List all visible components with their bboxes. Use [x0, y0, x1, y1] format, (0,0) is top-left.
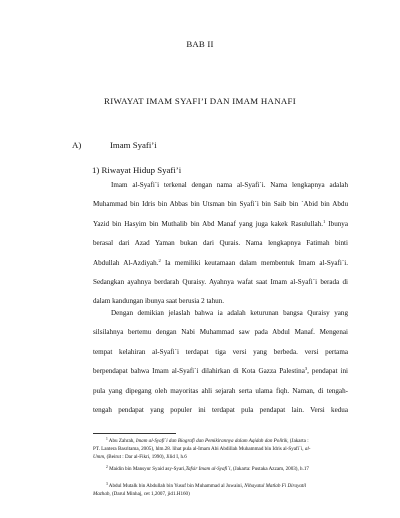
- paragraph-line: dalam kandungan ibunya saat berusia 2 tahun.: [93, 297, 224, 306]
- paragraph-1: [93, 176, 348, 312]
- footnote-title: Mazhab: [93, 491, 110, 497]
- line-text: Yazid bin Hasyim bin Muthalib bin Abd Manaf yang juga kakek Rasulullah.: [93, 219, 323, 228]
- paragraph-line: berasal dari Azad Yaman bukan dari Qurais. Nama lengkapnya Fatimah binti: [93, 239, 348, 248]
- line-text: , pendapat ini: [307, 367, 348, 376]
- chapter-heading: BAB II: [186, 39, 214, 49]
- footnote-text: Abu Zahrah,: [107, 438, 136, 444]
- footnote-text: Maidin bin Mansyur Syaid asy-Syari,: [107, 466, 186, 472]
- footnote-line: [93, 437, 348, 445]
- paragraph-line: [93, 215, 348, 234]
- footnote-title: al-: [304, 446, 311, 452]
- footnote-number: 1: [106, 437, 108, 441]
- footnote-title: Imam al-Syafi`i dan Biografi dan Pemikirannya dalam Aqidah dan Politik: [135, 438, 288, 444]
- footnote-text: PT. Lantera Basritama, 2005), hlm.28. lihat pula al-Imam Abi Abdillah Muhammad bin Idris al-Syafi`i,: [93, 446, 305, 452]
- paragraph-line: Muhammad bin Idris bin Abbas bin Utsman bin Syafi`i bin Saib bin `Abid bin Abdu: [93, 200, 348, 209]
- footnote-line: [93, 453, 348, 461]
- footnote-ref[interactable]: 2: [158, 257, 161, 263]
- paragraph-line: Dengan demikian jelaslah bahwa ia adalah keturunan bangsa Quraisy yang: [111, 309, 348, 317]
- footnote-title: Nihayatul Matlab Fi Dirayatil: [244, 483, 307, 489]
- footnote-text: Abdul Mutalk bin Abdullah bin Yusuf bin Muhammad al Juwaini,: [107, 483, 245, 489]
- footnote-line: [93, 445, 348, 453]
- subsection-title: 1) Riwayat Hidup Syafi’i: [92, 165, 182, 175]
- line-text: berpendapat bahwa Imam al-Syafi`i dilahirkan di Kota Gazza Palestina: [93, 367, 305, 376]
- footnote-line: [93, 465, 348, 473]
- paragraph-line: [93, 254, 348, 273]
- footnote-line: [93, 482, 348, 490]
- chapter-title: RIWAYAT IMAM SYAFI’I DAN IMAM HANAFI: [104, 96, 296, 106]
- line-text: Abdullah Al-Azdiyah.: [93, 258, 159, 267]
- line-text: Ia memiliki keutamaan dalam membentuk Imam al-Syafi`i.: [160, 258, 348, 267]
- paragraph-line: silsilahnya bertemu dengan Nabi Muhammad saw pada Abdul Manaf. Mengenai: [93, 328, 348, 337]
- footnote-number: 2: [106, 465, 108, 469]
- footnote-2: [93, 465, 348, 473]
- footnote-line: [93, 490, 348, 498]
- footnote-3: [93, 482, 348, 498]
- paragraph-line: tempat kelahiran al-Syafi`i terdapat tiga versi yang berbeda. versi pertama: [93, 347, 348, 356]
- section-title: Imam Syafi’i: [110, 140, 157, 150]
- footnote-text: , (Jakarta :: [287, 438, 309, 444]
- line-text: Ibunya: [325, 219, 348, 228]
- paragraph-line: tengah pendapat yang populer ini terdapat pula pendapat lain. Versi kedua: [93, 405, 348, 414]
- footnote-title: Tafsir Imam al-Syafi`i: [185, 466, 231, 472]
- footnote-text: , (Darul Minhaj, cet 1,2007, jid1.H160): [109, 491, 190, 497]
- paragraph-line: Imam al-Syafi`i terkenal dengan nama al-Syafi`i. Nama lengkapnya adalah: [111, 181, 348, 189]
- footnote-1: [93, 437, 348, 461]
- footnote-ref[interactable]: 3: [304, 366, 308, 372]
- section-letter: A): [72, 140, 82, 150]
- footnote-text: , (Jakarta: Pustaka Azzam, 2003), h.17: [230, 466, 309, 472]
- paragraph-line: Sedangkan ayahnya berdarah Quraisy. Ayahnya wafat saat Imam al-Syafi`i berada di: [93, 277, 348, 286]
- paragraph-2: [93, 304, 348, 420]
- footnote-number: 3: [106, 482, 108, 486]
- paragraph-line: [93, 362, 348, 381]
- footnote-text: , (Beirut : Dar al-Fikri, 1990), Jilid I, h.6: [104, 454, 187, 460]
- footnote-ref[interactable]: 1: [322, 218, 326, 224]
- footnote-title: Umm: [93, 454, 105, 460]
- footnote-divider: [93, 433, 176, 434]
- paragraph-line: pula yang dipegang oleh mayoritas ahli sejarah serta ulama fiqh. Naman, di tengah-: [93, 386, 348, 395]
